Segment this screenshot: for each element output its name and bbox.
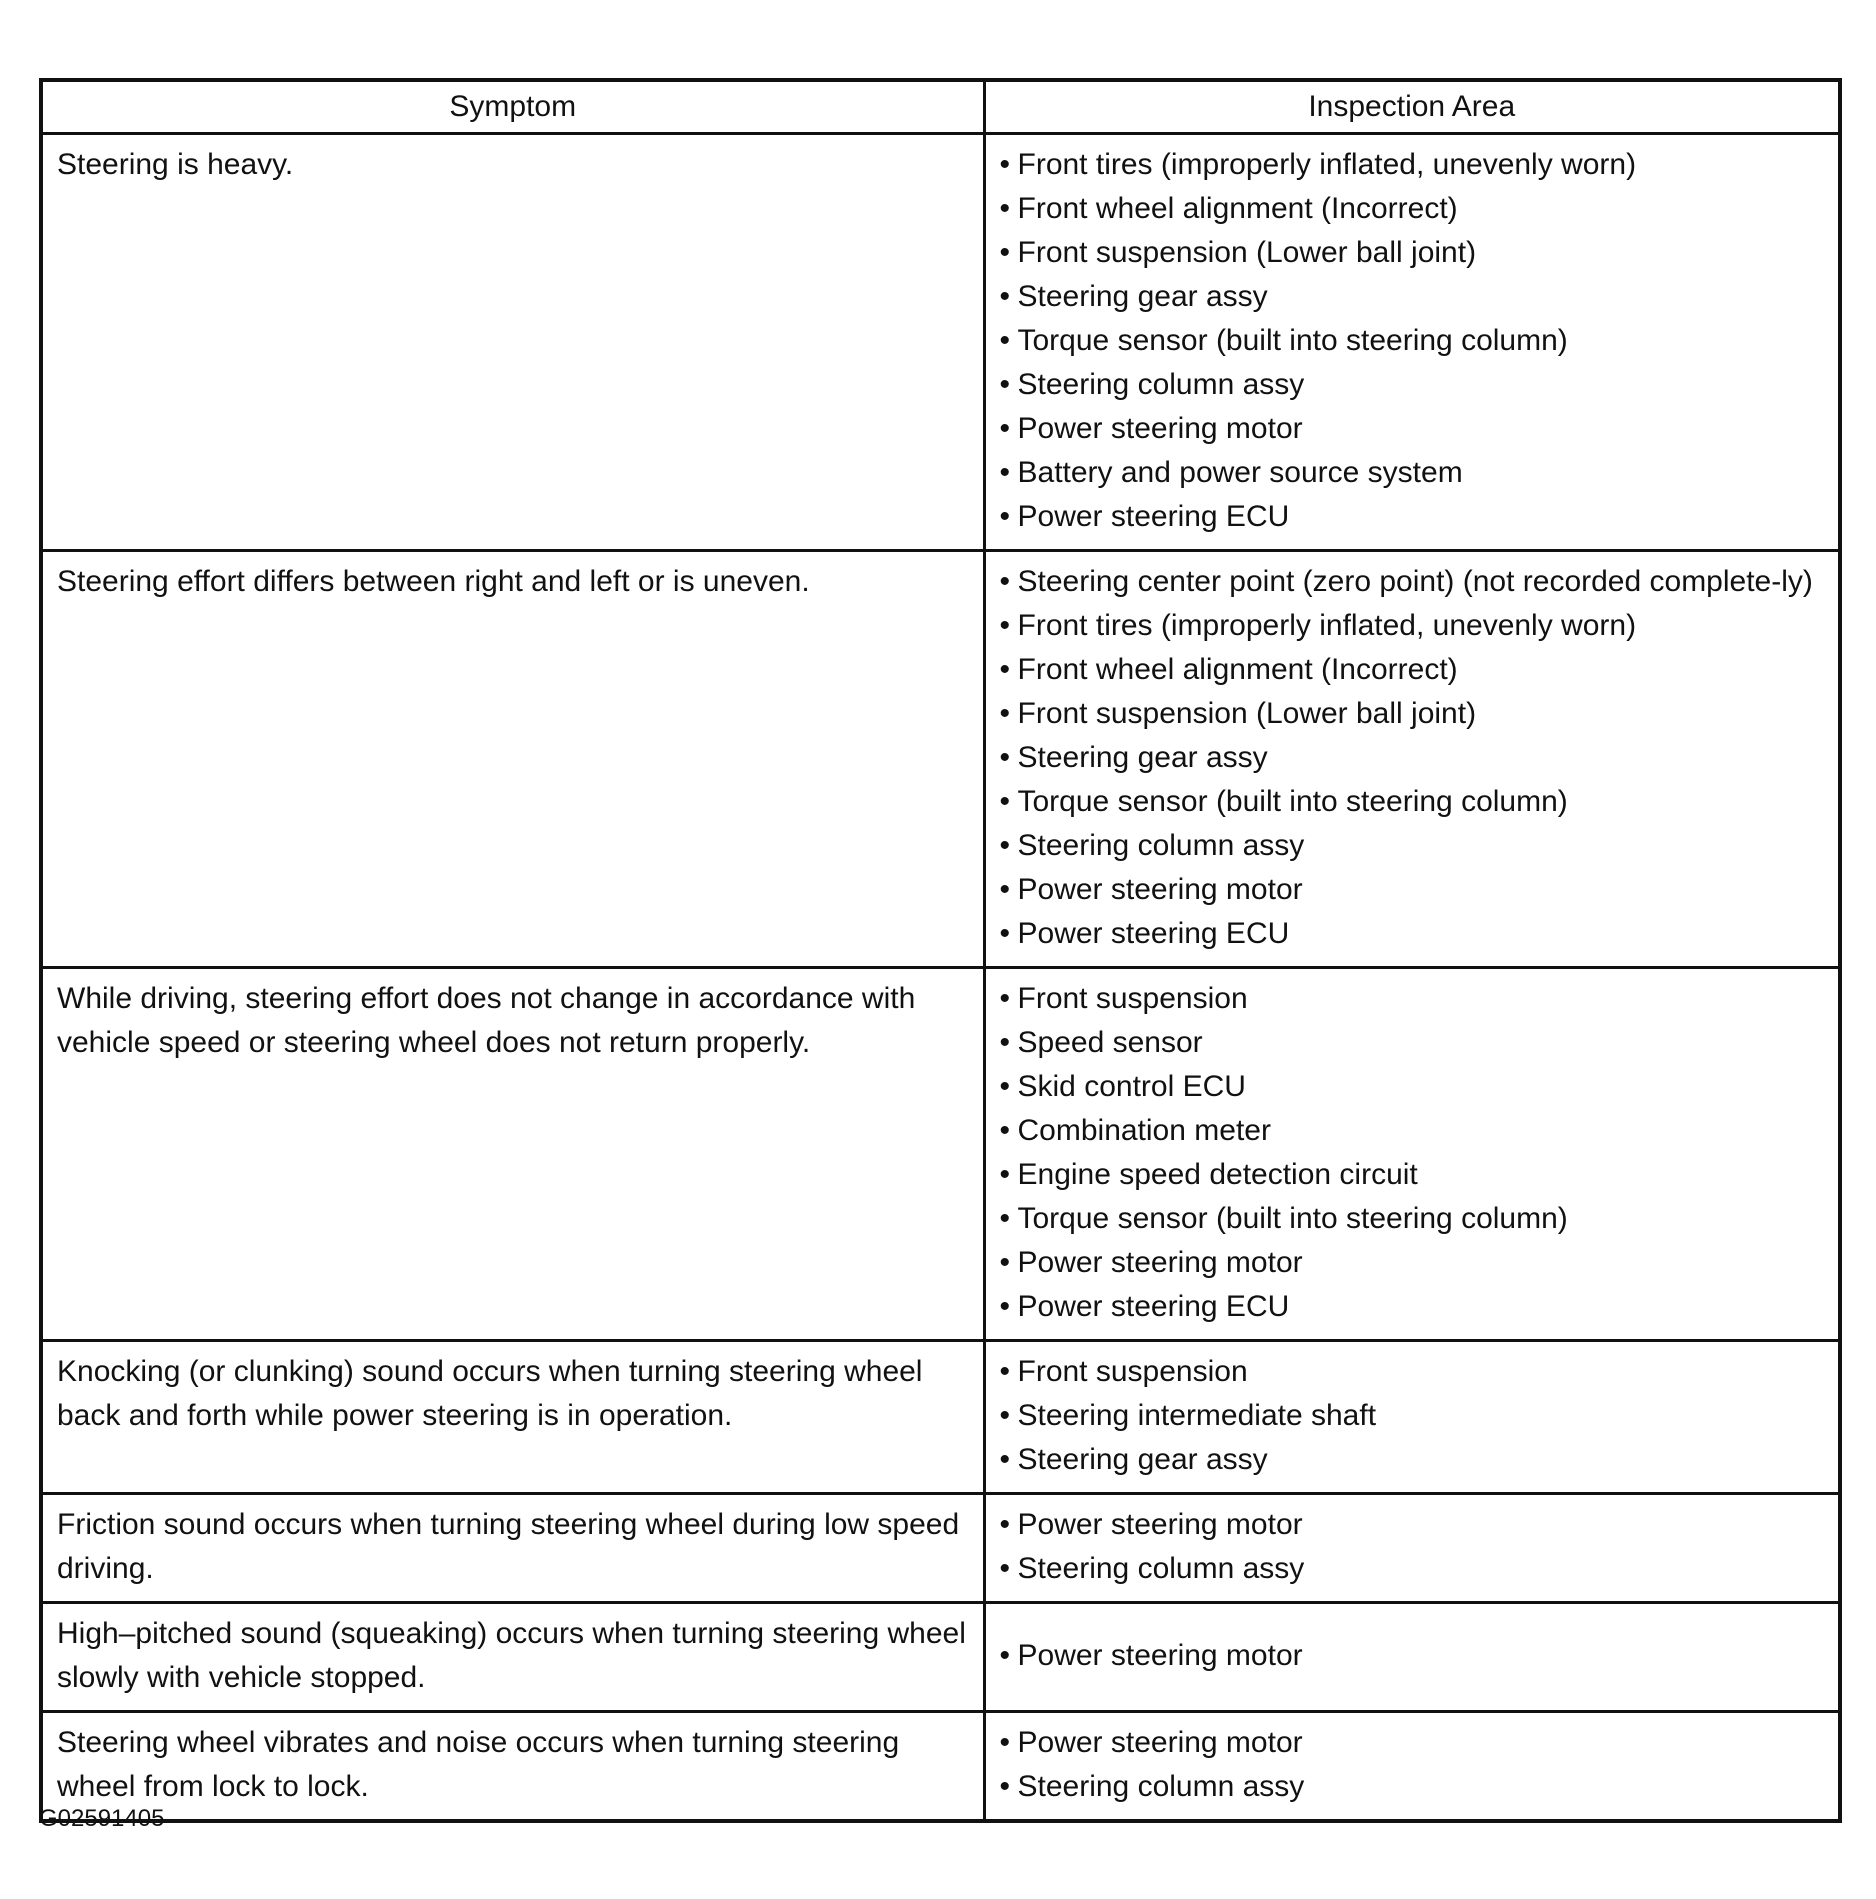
document-sheet — [39, 78, 1838, 1823]
inspection-area-list — [1000, 560, 1827, 956]
document-code: G02591405 — [39, 1805, 165, 1832]
symptom-cell: Steering is heavy. — [41, 134, 984, 551]
inspection-area-item: • Front suspension — [1000, 1350, 1827, 1394]
table-row — [41, 1712, 1840, 1822]
inspection-area-item: • Power steering ECU — [1000, 1285, 1827, 1329]
inspection-area-list — [1000, 143, 1827, 539]
inspection-area-item: • Steering column assy — [1000, 1765, 1827, 1809]
inspection-area-cell — [984, 1603, 1840, 1712]
inspection-area-item: • Front tires (improperly inflated, unevenly worn) — [1000, 604, 1827, 648]
inspection-area-item: • Power steering motor — [1000, 407, 1827, 451]
table-row — [41, 1494, 1840, 1603]
inspection-area-item: • Front suspension (Lower ball joint) — [1000, 692, 1827, 736]
inspection-area-item: • Steering gear assy — [1000, 736, 1827, 780]
inspection-area-item: • Engine speed detection circuit — [1000, 1153, 1827, 1197]
symptom-cell: While driving, steering effort does not change in accordance with vehicle speed or steering wheel does not return properly. — [41, 968, 984, 1341]
inspection-area-item: • Steering center point (zero point) (not recorded complete-ly) — [1000, 560, 1827, 604]
inspection-area-cell — [984, 1712, 1840, 1822]
header-symptom: Symptom — [41, 80, 984, 134]
inspection-area-cell — [984, 1341, 1840, 1494]
inspection-area-cell — [984, 134, 1840, 551]
inspection-area-item: • Battery and power source system — [1000, 451, 1827, 495]
inspection-area-item: • Power steering motor — [1000, 1634, 1827, 1678]
header-inspection-area: Inspection Area — [984, 80, 1840, 134]
inspection-area-item: • Steering column assy — [1000, 1547, 1827, 1591]
inspection-area-item: • Power steering ECU — [1000, 495, 1827, 539]
inspection-area-item: • Torque sensor (built into steering column) — [1000, 1197, 1827, 1241]
table-header-row — [41, 80, 1840, 134]
symptom-cell: High–pitched sound (squeaking) occurs when turning steering wheel slowly with vehicle stopped. — [41, 1603, 984, 1712]
inspection-area-item: • Speed sensor — [1000, 1021, 1827, 1065]
symptom-cell: Steering effort differs between right and left or is uneven. — [41, 551, 984, 968]
inspection-area-item: • Power steering motor — [1000, 868, 1827, 912]
inspection-area-list — [1000, 1721, 1827, 1809]
inspection-area-item: • Front suspension — [1000, 977, 1827, 1021]
inspection-area-item: • Front wheel alignment (Incorrect) — [1000, 648, 1827, 692]
inspection-area-cell — [984, 551, 1840, 968]
inspection-area-item: • Power steering motor — [1000, 1503, 1827, 1547]
inspection-area-item: • Steering column assy — [1000, 363, 1827, 407]
inspection-area-list — [1000, 1350, 1827, 1482]
inspection-area-list — [1000, 977, 1827, 1329]
table-row — [41, 968, 1840, 1341]
inspection-area-item: • Front suspension (Lower ball joint) — [1000, 231, 1827, 275]
inspection-area-item: • Steering gear assy — [1000, 275, 1827, 319]
inspection-area-item: • Front tires (improperly inflated, unevenly worn) — [1000, 143, 1827, 187]
table-row — [41, 134, 1840, 551]
inspection-area-item: • Power steering ECU — [1000, 912, 1827, 956]
inspection-area-list — [1000, 1634, 1827, 1678]
inspection-area-item: • Front wheel alignment (Incorrect) — [1000, 187, 1827, 231]
symptom-cell: Knocking (or clunking) sound occurs when turning steering wheel back and forth while power steering is in operation. — [41, 1341, 984, 1494]
inspection-area-list — [1000, 1503, 1827, 1591]
inspection-area-item: • Torque sensor (built into steering column) — [1000, 319, 1827, 363]
symptom-cell: Steering wheel vibrates and noise occurs when turning steering wheel from lock to lock. — [41, 1712, 984, 1822]
inspection-area-item: • Skid control ECU — [1000, 1065, 1827, 1109]
table-row — [41, 1603, 1840, 1712]
inspection-area-cell — [984, 968, 1840, 1341]
table-body — [41, 134, 1840, 1822]
symptom-cell: Friction sound occurs when turning steering wheel during low speed driving. — [41, 1494, 984, 1603]
table-row — [41, 551, 1840, 968]
inspection-area-item: • Power steering motor — [1000, 1721, 1827, 1765]
inspection-area-cell — [984, 1494, 1840, 1603]
inspection-area-item: • Steering intermediate shaft — [1000, 1394, 1827, 1438]
inspection-area-item: • Steering gear assy — [1000, 1438, 1827, 1482]
inspection-area-item: • Combination meter — [1000, 1109, 1827, 1153]
inspection-area-item: • Torque sensor (built into steering column) — [1000, 780, 1827, 824]
table-row — [41, 1341, 1840, 1494]
inspection-area-item: • Power steering motor — [1000, 1241, 1827, 1285]
inspection-area-item: • Steering column assy — [1000, 824, 1827, 868]
symptom-inspection-table — [39, 78, 1842, 1823]
